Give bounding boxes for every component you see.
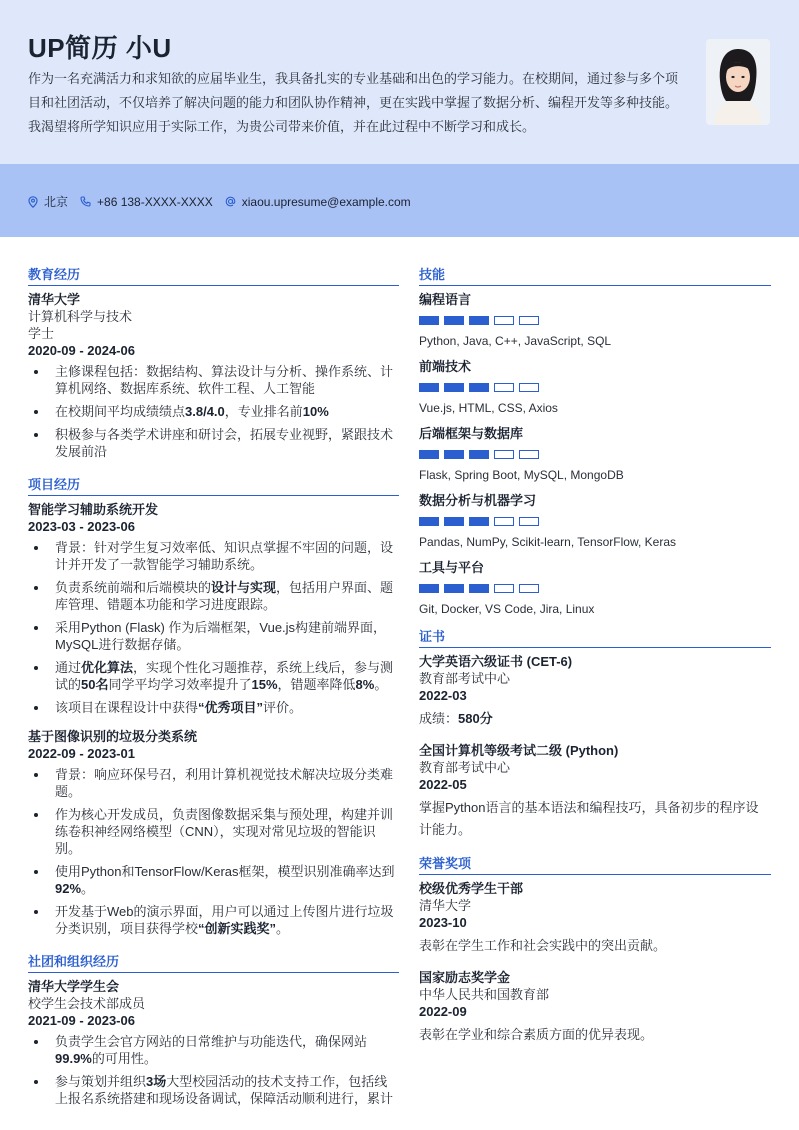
skill-level-meter [419, 517, 771, 526]
phone-icon [80, 196, 91, 207]
email-text: xiaou.upresume@example.com [241, 194, 411, 209]
skill-level-empty [494, 517, 514, 526]
cert-description: 掌握Python语言的基本语法和编程技巧，具备初步的程序设计能力。 [419, 800, 759, 837]
list-item: 通过优化算法，实现个性化习题推荐，系统上线后，参与测试的50名同学平均学习效率提升了15%，错题率降低8%。 [28, 659, 399, 693]
project-bullets [28, 766, 399, 937]
list-item: 负责学生会官方网站的日常维护与功能迭代，确保网站99.9%的可用性。 [28, 1033, 399, 1067]
contact-bar [0, 164, 799, 237]
skill-level-empty [519, 383, 539, 392]
contact-email[interactable] [225, 195, 411, 209]
skill-level-filled [419, 316, 439, 325]
contact-location [28, 193, 68, 210]
project-name: 智能学习辅助系统开发 [28, 502, 159, 517]
major: 计算机科学与技术 [28, 309, 133, 324]
skill-level-filled [444, 450, 464, 459]
skill-level-meter [419, 383, 771, 392]
cert-name: 大学英语六级证书 (CET-6) [419, 654, 573, 669]
degree: 学士 [28, 326, 55, 341]
location-text: 北京 [44, 195, 69, 209]
skill-list: Git, Docker, VS Code, Jira, Linux [419, 602, 595, 616]
profile-summary: 作为一名充满活力和求知欲的应届毕业生，我具备扎实的专业基础和出色的学习能力。在校期间，通过参与多个项目和社团活动，不仅培养了解决问题的能力和团队协作精神，更在实践中掌握了数据分析、编程开发等多种技能。我渴望将所学知识应用于实际工作，为贵公司带来价值，并在此过程中不断学习和成长。 [28, 71, 679, 134]
skill-list: Flask, Spring Boot, MySQL, MongoDB [419, 468, 624, 482]
skill-level-filled [419, 517, 439, 526]
skill-level-filled [469, 517, 489, 526]
skill-level-empty [494, 450, 514, 459]
skill-name: 前端技术 [419, 359, 472, 374]
honor-name: 校级优秀学生干部 [419, 881, 524, 896]
left-column [28, 264, 399, 1113]
education-date: 2020-09 - 2024-06 [28, 343, 135, 358]
skill-level-empty [519, 584, 539, 593]
resume-header [0, 0, 799, 164]
organization-name: 清华大学学生会 [28, 979, 120, 994]
list-item: 主修课程包括：数据结构、算法设计与分析、操作系统、计算机网络、数据库系统、软件工程、人工智能 [28, 363, 399, 397]
skill-level-filled [444, 584, 464, 593]
skill-level-meter [419, 316, 771, 325]
list-item: 积极参与各类学术讲座和研讨会，拓展专业视野，紧跟技术发展前沿 [28, 426, 399, 460]
list-item: 背景：针对学生复习效率低、知识点掌握不牢固的问题，设计并开发了一款智能学习辅助系统。 [28, 539, 399, 573]
honor-date: 2023-10 [419, 915, 467, 930]
honor-issuer: 清华大学 [419, 898, 472, 913]
skill-level-empty [519, 517, 539, 526]
list-item: 作为核心开发成员，负责图像数据采集与预处理，构建并训练卷积神经网络模型（CNN），实现对常见垃圾的智能识别。 [28, 806, 399, 857]
project-name: 基于图像识别的垃圾分类系统 [28, 729, 198, 744]
profile-photo [706, 39, 770, 125]
honor-date: 2022-09 [419, 1004, 467, 1019]
section-title-honors: 荣誉奖项 [419, 853, 771, 875]
skill-name: 编程语言 [419, 292, 472, 307]
skill-level-filled [469, 316, 489, 325]
contact-phone[interactable] [80, 195, 213, 209]
portrait-image [706, 39, 770, 125]
skill-level-empty [494, 584, 514, 593]
skill-name: 工具与平台 [419, 560, 485, 575]
cert-issuer: 教育部考试中心 [419, 671, 511, 686]
location-pin-icon [28, 196, 38, 208]
skill-level-filled [419, 450, 439, 459]
skill-group [419, 358, 771, 416]
skill-group [419, 492, 771, 550]
project-date: 2022-09 - 2023-01 [28, 746, 135, 761]
club-role: 校学生会技术部成员 [28, 996, 146, 1011]
skill-level-filled [469, 383, 489, 392]
club-date: 2021-09 - 2023-06 [28, 1013, 135, 1028]
skill-level-filled [444, 316, 464, 325]
honor-issuer: 中华人民共和国教育部 [419, 987, 550, 1002]
list-item: 背景：响应环保号召，利用计算机视觉技术解决垃圾分类难题。 [28, 766, 399, 800]
list-item: 开发基于Web的演示界面，用户可以通过上传图片进行垃圾分类识别，项目获得学校“创新实践奖”。 [28, 903, 399, 937]
cert-score: 成绩：580分 [419, 711, 493, 726]
section-title-education: 教育经历 [28, 264, 399, 286]
cert-date: 2022-05 [419, 777, 467, 792]
skill-list: Python, Java, C++, JavaScript, SQL [419, 334, 612, 348]
skill-level-meter [419, 584, 771, 593]
skill-level-meter [419, 450, 771, 459]
skill-group [419, 425, 771, 483]
honor-name: 国家励志奖学金 [419, 970, 511, 985]
skill-level-filled [469, 584, 489, 593]
skill-group [419, 291, 771, 349]
list-item: 参与策划并组织3场大型校园活动的技术支持工作，包括线上报名系统搭建和现场设备调试，保障活动顺利进行，累计 [28, 1073, 399, 1107]
skill-group [419, 559, 771, 617]
candidate-name: UP简历 小U [28, 33, 172, 63]
skill-list: Vue.js, HTML, CSS, Axios [419, 401, 558, 415]
honor-description: 表彰在学业和综合素质方面的优异表现。 [419, 1027, 654, 1042]
cert-issuer: 教育部考试中心 [419, 760, 511, 775]
list-item: 使用Python和TensorFlow/Keras框架，模型识别准确率达到92%。 [28, 863, 399, 897]
skill-level-empty [519, 316, 539, 325]
section-title-projects: 项目经历 [28, 474, 399, 496]
list-item: 该项目在课程设计中获得“优秀项目”评价。 [28, 699, 399, 716]
skill-level-filled [419, 383, 439, 392]
skill-level-empty [494, 316, 514, 325]
list-item: 在校期间平均成绩绩点3.8/4.0，专业排名前10% [28, 403, 399, 420]
email-at-icon [225, 196, 236, 207]
list-item: 采用Python (Flask) 作为后端框架，Vue.js构建前端界面，MySQL进行数据存储。 [28, 619, 399, 653]
cert-date: 2022-03 [419, 688, 467, 703]
school-name: 清华大学 [28, 292, 81, 307]
skill-level-filled [469, 450, 489, 459]
skills-list [419, 291, 771, 617]
skill-level-filled [419, 584, 439, 593]
skill-level-filled [444, 383, 464, 392]
section-title-clubs: 社团和组织经历 [28, 951, 399, 973]
skill-level-empty [519, 450, 539, 459]
project-bullets [28, 539, 399, 716]
honor-description: 表彰在学生工作和社会实践中的突出贡献。 [419, 938, 667, 953]
list-item: 负责系统前端和后端模块的设计与实现，包括用户界面、题库管理、错题本功能和学习进度跟踪。 [28, 579, 399, 613]
phone-text: +86 138-XXXX-XXXX [97, 194, 213, 209]
skill-level-empty [494, 383, 514, 392]
skill-list: Pandas, NumPy, Scikit-learn, TensorFlow, Keras [419, 535, 676, 549]
skill-name: 后端框架与数据库 [419, 426, 524, 441]
club-bullets [28, 1033, 399, 1107]
skill-level-filled [444, 517, 464, 526]
section-title-skills: 技能 [419, 264, 771, 286]
section-title-certs: 证书 [419, 626, 771, 648]
right-column [419, 264, 771, 1046]
project-date: 2023-03 - 2023-06 [28, 519, 135, 534]
cert-name: 全国计算机等级考试二级 (Python) [419, 743, 619, 758]
skill-name: 数据分析与机器学习 [419, 493, 537, 508]
education-bullets [28, 363, 399, 460]
